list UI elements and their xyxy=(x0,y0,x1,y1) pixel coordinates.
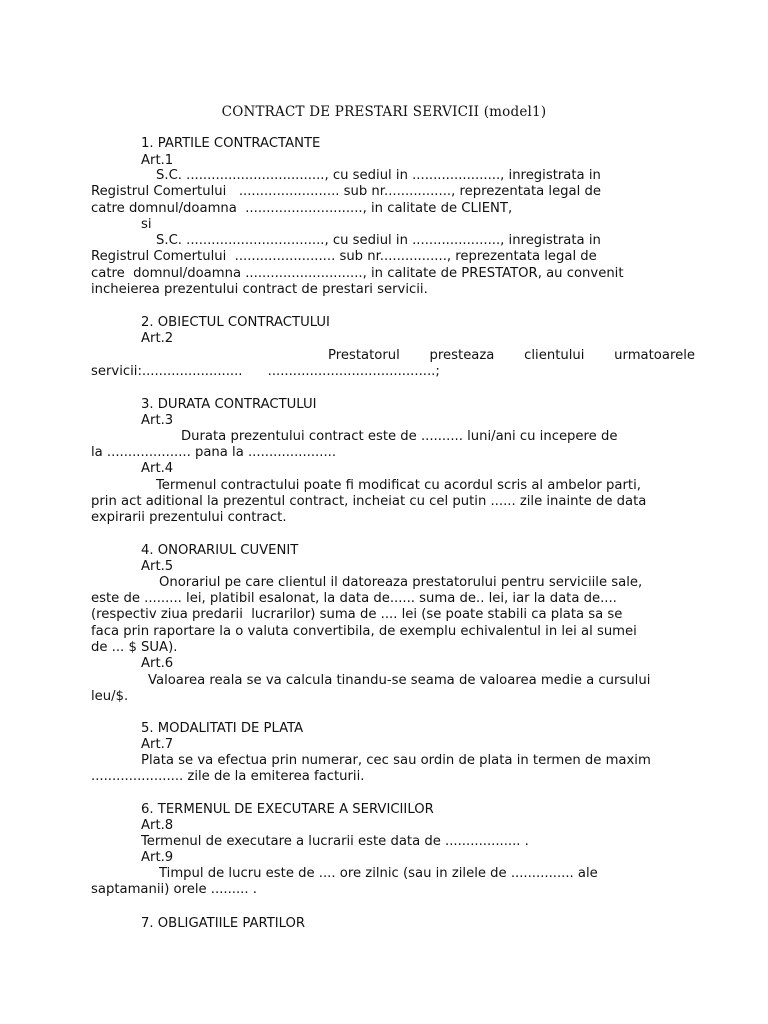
paragraph-line: ...................... zile de la emiterea facturii. xyxy=(91,769,365,784)
article-label: Art.9 xyxy=(141,850,174,865)
paragraph-line: Termenul contractului poate fi modificat cu acordul scris al ambelor parti, xyxy=(156,478,641,493)
paragraph-line: de ... $ SUA). xyxy=(91,640,178,655)
section-heading: 4. ONORARIUL CUVENIT xyxy=(141,543,299,558)
paragraph-line: la .................... pana la ..................... xyxy=(91,445,337,460)
paragraph-line: este de ......... lei, platibil esalonat, la data de...... suma de.. lei, iar la data de.... xyxy=(91,591,617,606)
paragraph-line: prin act aditional la prezentul contract, incheiat cu cel putin ...... zile inainte de data xyxy=(91,494,647,509)
paragraph-line: (respectiv ziua predarii lucrarilor) suma de .... lei (se poate stabili ca plata sa se xyxy=(91,607,623,622)
paragraph-line: incheierea prezentului contract de prestari servicii. xyxy=(91,282,428,297)
paragraph-line: Registrul Comertului ........................ sub nr................, reprezentata legal de xyxy=(91,249,597,264)
section-heading: 7. OBLIGATIILE PARTILOR xyxy=(141,916,306,931)
article-label: Art.2 xyxy=(141,331,174,346)
text-span: urmatoarele xyxy=(614,348,695,363)
paragraph-line: leu/$. xyxy=(91,689,129,704)
paragraph-line: expirarii prezentului contract. xyxy=(91,510,287,525)
article-label: Art.1 xyxy=(141,153,174,168)
paragraph-line: Termenul de executare a lucrarii este data de .................. . xyxy=(141,834,529,849)
paragraph-line: catre domnul/doamna ............................, in calitate de CLIENT, xyxy=(91,201,513,216)
article-label: Art.3 xyxy=(141,413,174,428)
paragraph-line xyxy=(91,168,695,184)
paragraph-line: servicii:........................ ........................................; xyxy=(91,364,440,379)
paragraph-line: Onorariul pe care clientul il datoreaza prestatorului pentru serviciile sale, xyxy=(159,575,643,590)
section-heading: 1. PARTILE CONTRACTANTE xyxy=(141,136,321,151)
article-label: Art.8 xyxy=(141,818,174,833)
paragraph-line: Plata se va efectua prin numerar, cec sau ordin de plata in termen de maxim xyxy=(141,753,651,768)
article-label: Art.4 xyxy=(141,461,174,476)
paragraph-line: saptamanii) orele ......... . xyxy=(91,882,257,897)
paragraph-line: Durata prezentului contract este de .......... luni/ani cu incepere de xyxy=(181,429,618,444)
text-span: clientului xyxy=(524,348,585,363)
paragraph-line: catre domnul/doamna ............................, in calitate de PRESTATOR, au convenit xyxy=(91,266,624,281)
section-heading: 3. DURATA CONTRACTULUI xyxy=(141,397,317,412)
section-heading: 5. MODALITATI DE PLATA xyxy=(141,721,304,736)
paragraph-line: si xyxy=(141,217,152,232)
paragraph-line xyxy=(328,348,695,364)
text-span: presteaza xyxy=(429,348,495,363)
document-title: CONTRACT DE PRESTARI SERVICII (model1) xyxy=(221,104,547,120)
paragraph-line: Timpul de lucru este de .... ore zilnic (sau in zilele de ............... ale xyxy=(159,866,598,881)
paragraph-line: Valoarea reala se va calcula tinandu-se seama de valoarea medie a cursului xyxy=(148,673,651,688)
text-span: Prestatorul xyxy=(328,348,400,363)
paragraph-line: faca prin raportare la o valuta convertibila, de exemplu echivalentul in lei al sumei xyxy=(91,624,637,639)
paragraph-line: S.C. ................................., cu sediul in ....................., inregistrata in xyxy=(156,233,601,248)
section-heading: 6. TERMENUL DE EXECUTARE A SERVICIILOR xyxy=(141,802,434,817)
article-label: Art.6 xyxy=(141,656,174,671)
section-heading: 2. OBIECTUL CONTRACTULUI xyxy=(141,315,330,330)
text-span: S.C. ................................., cu sediul in ....................., inregistrata in xyxy=(156,168,601,183)
paragraph-line: Registrul Comertului ........................ sub nr................, reprezentata legal de xyxy=(91,184,601,199)
article-label: Art.7 xyxy=(141,737,174,752)
article-label: Art.5 xyxy=(141,559,174,574)
